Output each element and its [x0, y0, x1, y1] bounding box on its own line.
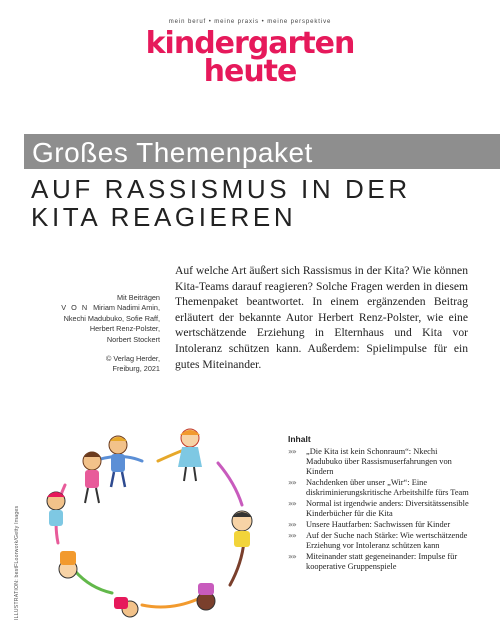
toc-item: »» Auf der Suche nach Stärke: Wie wertschätzende Erziehung vor Intoleranz schützen kann — [288, 531, 468, 551]
toc-item: »» Nachdenken über unser „Wir“: Eine diskriminierungskritische Arbeitshilfe fürs Team — [288, 478, 469, 498]
toc-item: »» Unsere Hautfarben: Sachwissen für Kinder — [288, 520, 451, 530]
credit-author: Norbert Stockert — [106, 334, 160, 344]
toc-item: »» Normal ist irgendwie anders: Diversitätssensible Kinderbücher für die Kita — [288, 499, 469, 519]
table-of-contents — [288, 447, 473, 573]
intro-paragraph: Auf welche Art äußert sich Rassismus in der Kita? Wie können Kita-Teams darauf reagieren? Solche Fragen werden in diesem Themenpaket beantwortet. In einem ergänzenden Beitrag erläutert der bekannte Autor Herbert Renz-Polster, wie eine wertschätzende Erziehung in Elternhaus und Kita vor Intoleranz schützen kann. Außerdem: Spielimpulse für ein gutes Miteinander. — [175, 264, 468, 371]
toc-title: Inhalt — [288, 434, 311, 444]
magazine-logo-line2: heute — [203, 54, 297, 89]
arrow-icon: »» — [288, 520, 296, 530]
illustration-credit: ILLUSTRATION: bestFLoorwork/Getty Images — [14, 505, 20, 620]
magazine-logo-line1: kindergarten — [145, 26, 355, 61]
credit-publisher: © Verlag Herder, — [105, 354, 160, 364]
contributors-credit — [40, 293, 160, 375]
arrow-icon: »» — [288, 478, 296, 488]
arrow-icon: »» — [288, 552, 296, 561]
credit-author: Miriam Nadimi Amin, — [93, 303, 160, 313]
toc-item: »» Miteinander statt gegeneinander: Impulse für kooperative Gruppenspiele — [288, 552, 458, 572]
arrow-icon: »» — [288, 499, 296, 509]
arrow-icon: »» — [288, 447, 296, 456]
credit-author-line — [40, 303, 160, 313]
headline-line1: AUF RASSISMUS IN DER — [31, 174, 411, 204]
credit-von: VON — [61, 303, 93, 313]
credit-author: Nkechi Madubuko, Sofie Raff, — [63, 313, 160, 323]
arrow-icon: »» — [288, 531, 296, 540]
magazine-tagline: mein beruf • meine praxis • meine perspektive — [168, 19, 332, 25]
kicker-text: Großes Themenpaket — [32, 137, 313, 168]
toc-item: »» „Die Kita ist kein Schonraum“: Nkechi Madubuko über Rassismuserfahrungen von Kindern — [288, 447, 452, 477]
credit-author: Herbert Renz-Polster, — [89, 324, 160, 334]
credit-intro: Mit Beiträgen — [117, 293, 160, 302]
credit-publisher: Freiburg, 2021 — [112, 364, 160, 374]
headline-line2: KITA REAGIEREN — [31, 202, 297, 232]
children-circle-illustration — [30, 423, 270, 628]
